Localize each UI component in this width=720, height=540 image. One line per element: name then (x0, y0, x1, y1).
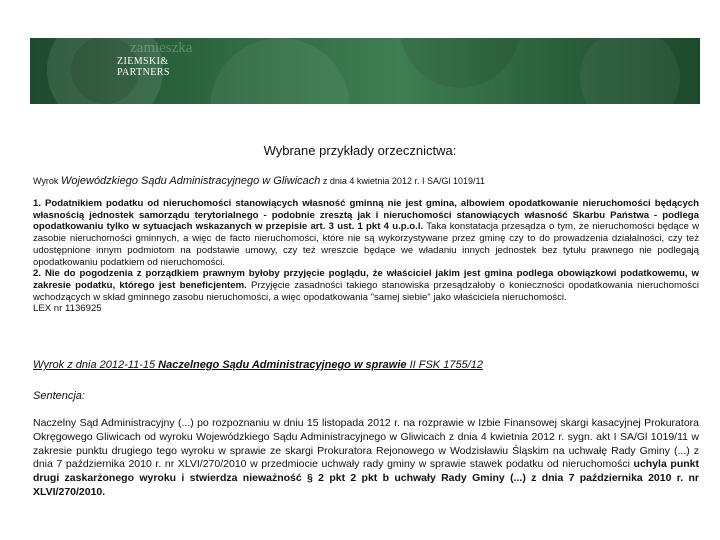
point-1-rest: Taka konstatacja przesądza o tym, że nieruchomości będące w zasobie nieruchomości gminnych, a więc de facto nieruchomości, które nie są wykorzystywane przez gminę czy to do prowadzenia działalności, czy też udostępnione innym podmiotom na podstawie umowy, czy też wreszcie będące we władaniu innych jednostek bez tytułu prawnego nie podlegają opodatkowaniu podatkiem od nieruchomości. (33, 221, 699, 268)
ruling-1-text (33, 198, 699, 315)
ruling-2-prefix: Wyrok z dnia 2012-11-15 (33, 359, 159, 371)
lex-number: LEX nr 1136925 (33, 303, 102, 315)
ruling-1-point-2 (33, 268, 699, 303)
ruling-1-point-1 (33, 198, 699, 268)
banner-watermark: zamieszka (130, 40, 193, 56)
point-2-bold: 2. Nie do pogodzenia z porządkiem prawnym byłoby przyjęcie poglądu, że właściciel jakim jest gmina podlega obowiązkowi podatkowemu, w zakresie podatku, którego jest beneficjentem. (33, 268, 699, 291)
sentencja-label: Sentencja: (33, 390, 85, 402)
sentencja-bold: uchyla punkt drugi zaskarżonego wyroku i stwierdza nieważność § 2 pkt 2 pkt b uchwały Rady Gminy (...) z dnia 7 października 2010 r. nr XLVI/270/2010. (33, 458, 699, 498)
company-logo (117, 56, 170, 78)
citation-rest: z dnia 4 kwietnia 2012 r. I SA/Gl 1019/11 (322, 176, 485, 186)
sentencja-main: Naczelny Sąd Administracyjny (...) po rozpoznaniu w dniu 15 listopada 2012 r. na rozprawie w Izbie Finansowej skargi kasacyjnej Prokuratora Okręgowego Gliwicach od wyroku Wojewódzkiego Sądu Administracyjnego w Gliwicach z dnia 4 kwietnia 2012 r. sygn. akt I SA/Gl 1019/11 w zakresie punktu drugiego tego wyroku w sprawie ze skargi Prokuratora Rejonowego w Wodzisławiu Śląskim na uchwałę Rady Gminy (...) z dnia 7 października 2010 r. nr XLVI/270/2010 w przedmiocie uchwały rady gminy w sprawie stawek podatku od nieruchomości (33, 417, 699, 471)
ruling-2-signature: II FSK 1755/12 (406, 359, 483, 371)
sentencja-paragraph (33, 417, 699, 500)
ruling-2-court: Naczelnego Sądu Administracyjnego w sprawie (158, 359, 407, 371)
logo-line-2: PARTNERS (117, 67, 170, 78)
citation-prefix: Wyrok (33, 176, 59, 186)
logo-line-1: ZIEMSKI& (117, 56, 169, 67)
ruling-2-link[interactable] (33, 359, 699, 371)
citation-line (33, 175, 485, 187)
header-banner (30, 38, 700, 104)
point-1-bold: 1. Podatnikiem podatku od nieruchomości stanowiących własność gminną nie jest gmina, albowiem opodatkowanie nieruchomości będących własnością jednostek samorządu terytorialnego - podobnie zresztą jak i nieruchomości stanowiących własność Skarbu Państwa - podlega opodatkowaniu tylko w sytuacjach wskazanych w przepisie art. 3 ust. 1 pkt 4 u.p.o.l. (33, 198, 699, 233)
page-title: Wybrane przykłady orzecznictwa: (263, 143, 457, 158)
sentencja-text (33, 417, 699, 500)
point-2-rest: Przyjęcie zasadności takiego stanowiska przesądzałoby o konieczności opodatkowania nieruchomości wchodzących w skład gminnego zasobu nieruchomości, a więc opodatkowania "samej siebie" jako właściciela nieruchomości. (33, 279, 699, 303)
citation-court: Wojewódzkiego Sądu Administracyjnego w Gliwicach (60, 175, 321, 187)
